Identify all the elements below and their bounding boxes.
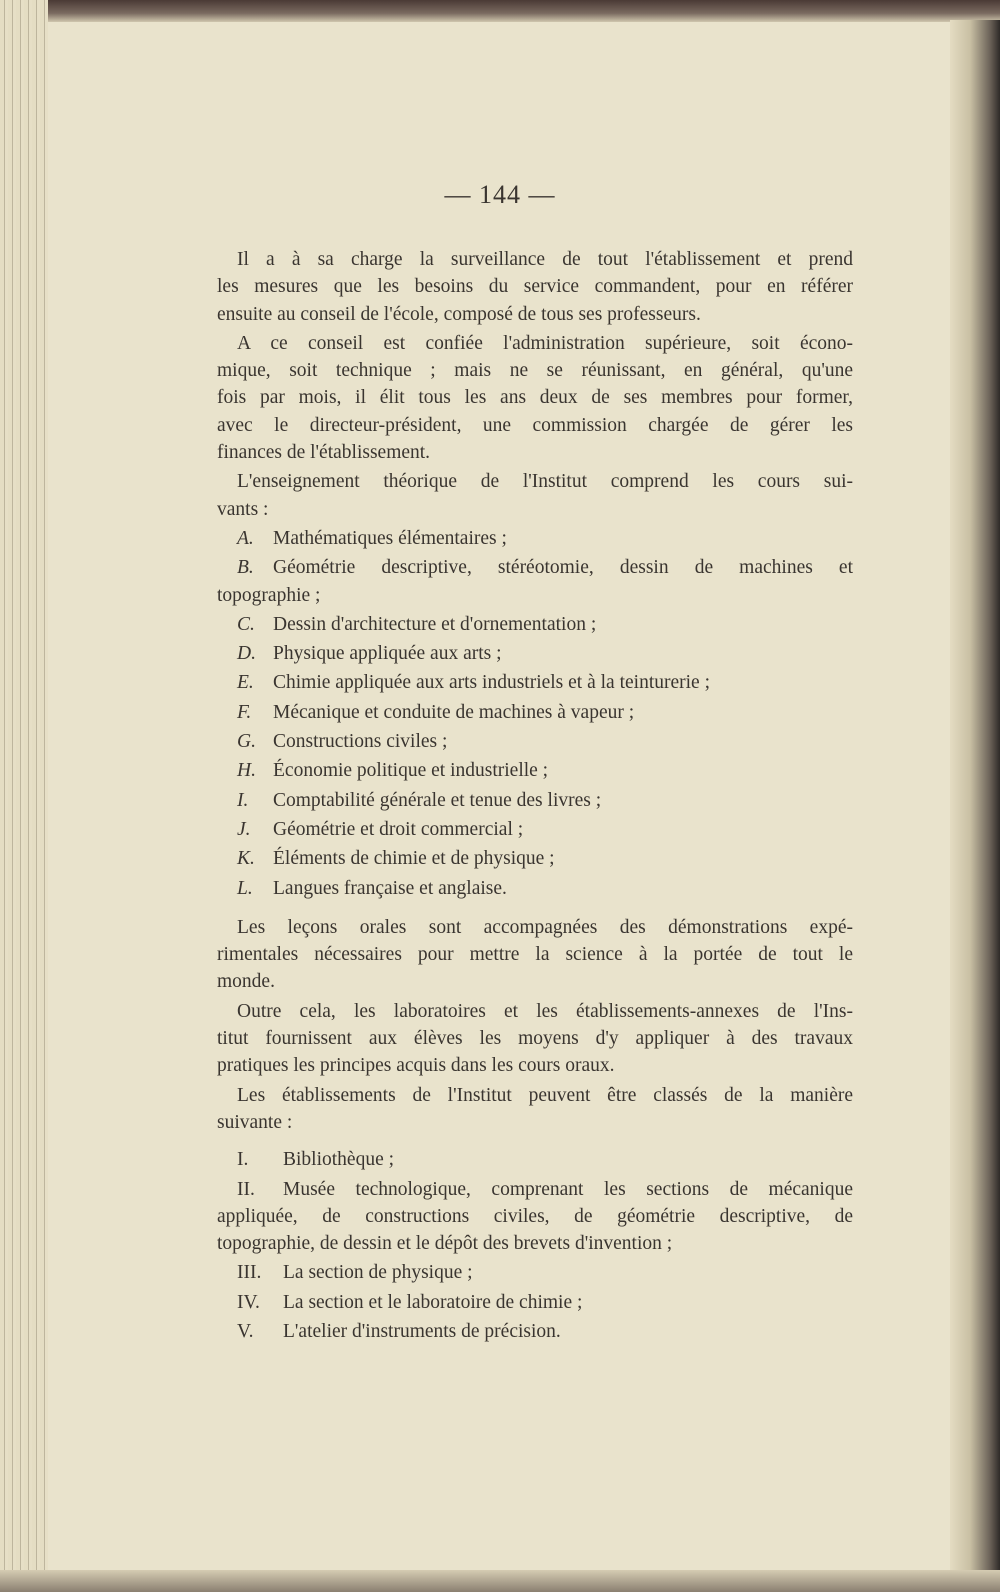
text-line: monde. (217, 971, 275, 993)
text-line (217, 1259, 853, 1286)
text-line (217, 875, 853, 902)
list-label: J. (237, 818, 251, 840)
book-bottom-edge (0, 1570, 1000, 1592)
list-label: F. (237, 701, 252, 723)
page-number: — 144 — (444, 180, 556, 209)
text-line: L'enseignement théorique de l'Institut comprend les cours sui- (237, 471, 853, 493)
book-top-edge (0, 0, 1000, 22)
text-line: les mesures que les besoins du service commandent, pour en référer (217, 276, 853, 298)
text-line: fois par mois, il élit tous les ans deux de ses membres pour former, (217, 387, 853, 409)
course-item (217, 640, 853, 667)
list-label: L. (237, 877, 253, 899)
list-label: C. (237, 613, 255, 635)
course-item (217, 757, 853, 784)
list-text: Mécanique et conduite de machines à vapeur ; (273, 701, 635, 723)
list-text: Comptabilité générale et tenue des livres ; (273, 789, 602, 811)
book-right-edge (950, 20, 1000, 1592)
text-line: appliquée, de constructions civiles, de géométrie descriptive, de (217, 1205, 853, 1227)
list-label: G. (237, 731, 256, 753)
text-line (217, 525, 853, 552)
paragraph (217, 468, 853, 523)
course-item (217, 728, 853, 755)
course-item (217, 525, 853, 552)
establishment-item (217, 1176, 853, 1258)
text-line: A ce conseil est confiée l'administration supérieure, soit écono- (237, 332, 853, 354)
body-text (217, 244, 853, 1345)
list-label: IV. (237, 1291, 260, 1313)
text-line (217, 1176, 853, 1203)
text-line (217, 611, 853, 638)
list-text: Musée technologique, comprenant les sections de mécanique (283, 1178, 853, 1200)
course-item (217, 787, 853, 814)
text-line: Les leçons orales sont accompagnées des démonstrations expé- (237, 916, 853, 938)
list-label: V. (237, 1320, 254, 1342)
text-line (217, 787, 853, 814)
text-line (217, 1289, 853, 1316)
book-left-page-edges (0, 0, 48, 1592)
text-line: suivante : (217, 1111, 293, 1133)
text-line (217, 757, 853, 784)
text-line (217, 669, 853, 696)
paragraph (217, 246, 853, 328)
text-line: titut fournissent aux élèves les moyens d'y appliquer à des travaux (217, 1028, 853, 1050)
text-line: vants : (217, 498, 269, 520)
text-line (217, 699, 853, 726)
text-line: Outre cela, les laboratoires et les établissements-annexes de l'Ins- (237, 1000, 853, 1022)
text-line: avec le directeur-président, une commission chargée de gérer les (217, 414, 853, 436)
spacer (217, 1136, 853, 1144)
establishment-item (217, 1146, 853, 1173)
text-line: topographie ; (217, 584, 321, 606)
list-label: I. (237, 789, 249, 811)
text-line (217, 1146, 853, 1173)
course-item (217, 611, 853, 638)
list-label: K. (237, 848, 255, 870)
text-line: mique, soit technique ; mais ne se réunissant, en général, qu'une (217, 360, 853, 382)
establishment-item (217, 1289, 853, 1316)
text-line (217, 816, 853, 843)
list-text: L'atelier d'instruments de précision. (283, 1320, 561, 1342)
text-line: ensuite au conseil de l'école, composé de tous ses professeurs. (217, 303, 701, 325)
list-label: II. (237, 1178, 255, 1200)
text-line (217, 1318, 853, 1345)
paragraph (217, 1082, 853, 1137)
list-label: I. (237, 1149, 249, 1171)
list-label: A. (237, 527, 254, 549)
list-text: Éléments de chimie et de physique ; (273, 848, 555, 870)
list-text: Mathématiques élémentaires ; (273, 527, 507, 549)
paragraph (217, 914, 853, 996)
spacer (217, 902, 853, 912)
establishment-item (217, 1259, 853, 1286)
list-text: Physique appliquée aux arts ; (273, 643, 502, 665)
course-item (217, 699, 853, 726)
list-text: Géométrie et droit commercial ; (273, 818, 524, 840)
text-line (217, 554, 853, 581)
list-text: Constructions civiles ; (273, 731, 448, 753)
list-text: La section de physique ; (283, 1262, 473, 1284)
paragraph (217, 998, 853, 1080)
text-line (217, 640, 853, 667)
text-line: Les établissements de l'Institut peuvent être classés de la manière (237, 1084, 853, 1106)
list-label: D. (237, 643, 256, 665)
list-label: E. (237, 672, 254, 694)
list-label: B. (237, 557, 254, 579)
list-text: Dessin d'architecture et d'ornementation ; (273, 613, 597, 635)
list-label: III. (237, 1262, 262, 1284)
list-text: Chimie appliquée aux arts industriels et à la teinturerie ; (273, 672, 710, 694)
text-line: topographie, de dessin et le dépôt des brevets d'invention ; (217, 1233, 673, 1255)
course-item (217, 875, 853, 902)
text-line (217, 845, 853, 872)
paragraph (217, 330, 853, 466)
course-item (217, 669, 853, 696)
establishment-item (217, 1318, 853, 1345)
list-text: Bibliothèque ; (283, 1149, 395, 1171)
list-text: Langues française et anglaise. (273, 877, 507, 899)
course-item (217, 845, 853, 872)
list-text: Économie politique et industrielle ; (273, 760, 549, 782)
text-line: Il a à sa charge la surveillance de tout l'établissement et prend (237, 249, 853, 270)
list-text: Géométrie descriptive, stéréotomie, dessin de machines et (273, 557, 853, 579)
course-item (217, 816, 853, 843)
text-line (217, 728, 853, 755)
course-item (217, 554, 853, 609)
list-label: H. (237, 760, 256, 782)
list-text: La section et le laboratoire de chimie ; (283, 1291, 583, 1313)
text-line: rimentales nécessaires pour mettre la science à la portée de tout le (217, 944, 853, 966)
text-line: pratiques les principes acquis dans les cours oraux. (217, 1055, 615, 1077)
text-line: finances de l'établissement. (217, 442, 431, 464)
